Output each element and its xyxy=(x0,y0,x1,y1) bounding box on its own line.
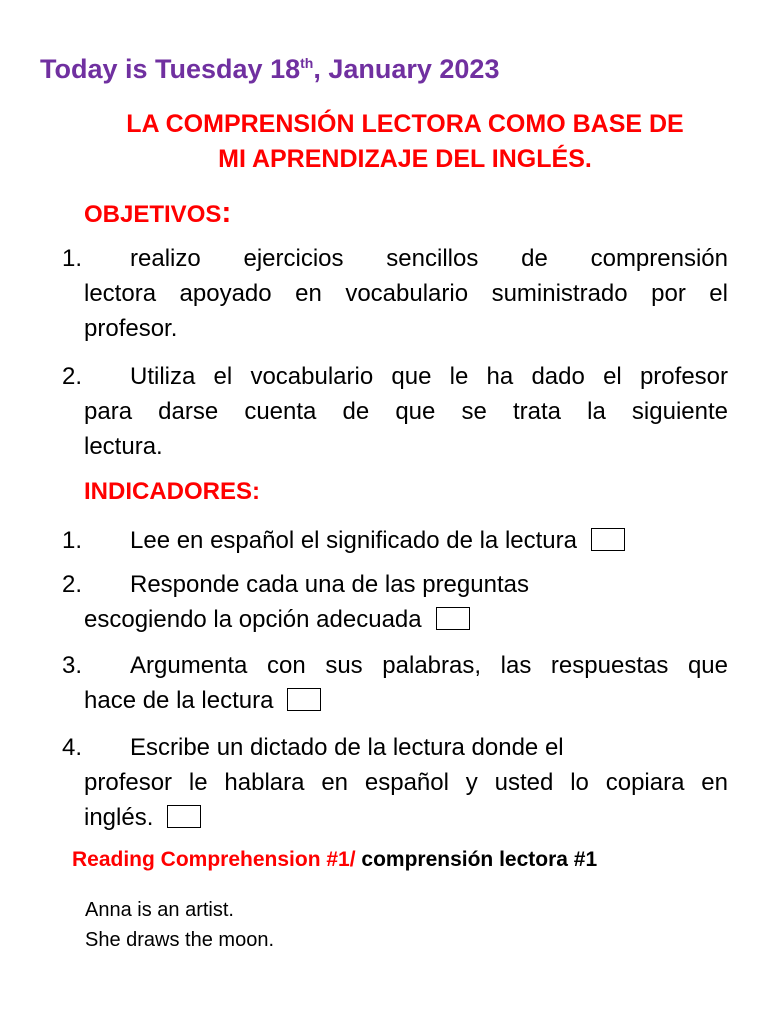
indicador-number: 4. xyxy=(62,734,83,761)
objetivo-line: lectura. xyxy=(84,433,163,460)
objetivos-heading xyxy=(84,196,231,230)
indicador-checkbox[interactable] xyxy=(167,805,201,828)
indicador-checkbox[interactable] xyxy=(287,688,321,711)
passage-line: She draws the moon. xyxy=(85,929,274,951)
indicador-checkbox[interactable] xyxy=(436,607,470,630)
objetivo-line: lectora apoyado en vocabulario suministrado por el xyxy=(84,280,728,307)
date-prefix: Today is Tuesday 18 xyxy=(40,54,301,84)
objetivo-line: profesor. xyxy=(84,315,178,342)
reading-heading xyxy=(72,848,597,872)
indicadores-heading: INDICADORES: xyxy=(84,478,261,505)
indicador-line xyxy=(62,523,728,558)
objetivos-heading-text: OBJETIVOS xyxy=(84,201,222,228)
objetivo-line: realizo ejercicios sencillos de comprensión xyxy=(130,245,728,272)
title-line-1: LA COMPRENSIÓN LECTORA COMO BASE DE xyxy=(126,110,684,138)
objetivos-colon: : xyxy=(221,196,232,229)
indicador-text: hace de la lectura xyxy=(84,687,274,714)
objetivo-number: 1. xyxy=(62,245,83,272)
title-line-2: MI APRENDIZAJE DEL INGLÉS. xyxy=(218,145,592,173)
indicador-line xyxy=(62,683,728,718)
objetivo-line: Utiliza el vocabulario que le ha dado el profesor xyxy=(130,363,728,390)
indicador-line: Escribe un dictado de la lectura donde el xyxy=(130,734,564,761)
date-superscript: th xyxy=(300,55,314,71)
indicador-item-3 xyxy=(62,648,728,718)
indicador-item-4 xyxy=(62,730,728,835)
indicador-number: 2. xyxy=(62,571,83,598)
date-suffix: , January 2023 xyxy=(313,54,500,84)
indicador-text: inglés. xyxy=(84,804,154,831)
reading-label-spanish: comprensión lectora #1 xyxy=(355,848,598,871)
indicador-line xyxy=(62,800,728,835)
date-heading xyxy=(40,54,499,85)
indicador-line xyxy=(62,602,728,637)
indicador-item-2 xyxy=(62,567,728,637)
indicador-checkbox[interactable] xyxy=(591,528,625,551)
indicador-number: 3. xyxy=(62,652,83,679)
passage-line: Anna is an artist. xyxy=(85,899,234,921)
document-title xyxy=(60,107,750,177)
indicador-line: profesor le hablara en español y usted lo copiara en xyxy=(84,769,728,796)
indicador-line: Responde cada una de las preguntas xyxy=(130,571,529,598)
objetivo-number: 2. xyxy=(62,363,83,390)
objetivo-item-2 xyxy=(62,359,728,464)
reading-passage xyxy=(85,895,274,955)
reading-label-english: Reading Comprehension #1/ xyxy=(72,848,356,871)
indicador-line: Argumenta con sus palabras, las respuestas que xyxy=(130,652,728,679)
indicador-text: Lee en español el significado de la lectura xyxy=(130,527,577,554)
indicador-number: 1. xyxy=(62,527,83,554)
objetivo-item-1 xyxy=(62,241,728,346)
objetivo-line: para darse cuenta de que se trata la siguiente xyxy=(84,398,728,425)
indicador-item-1 xyxy=(62,523,728,558)
indicador-text: escogiendo la opción adecuada xyxy=(84,606,422,633)
